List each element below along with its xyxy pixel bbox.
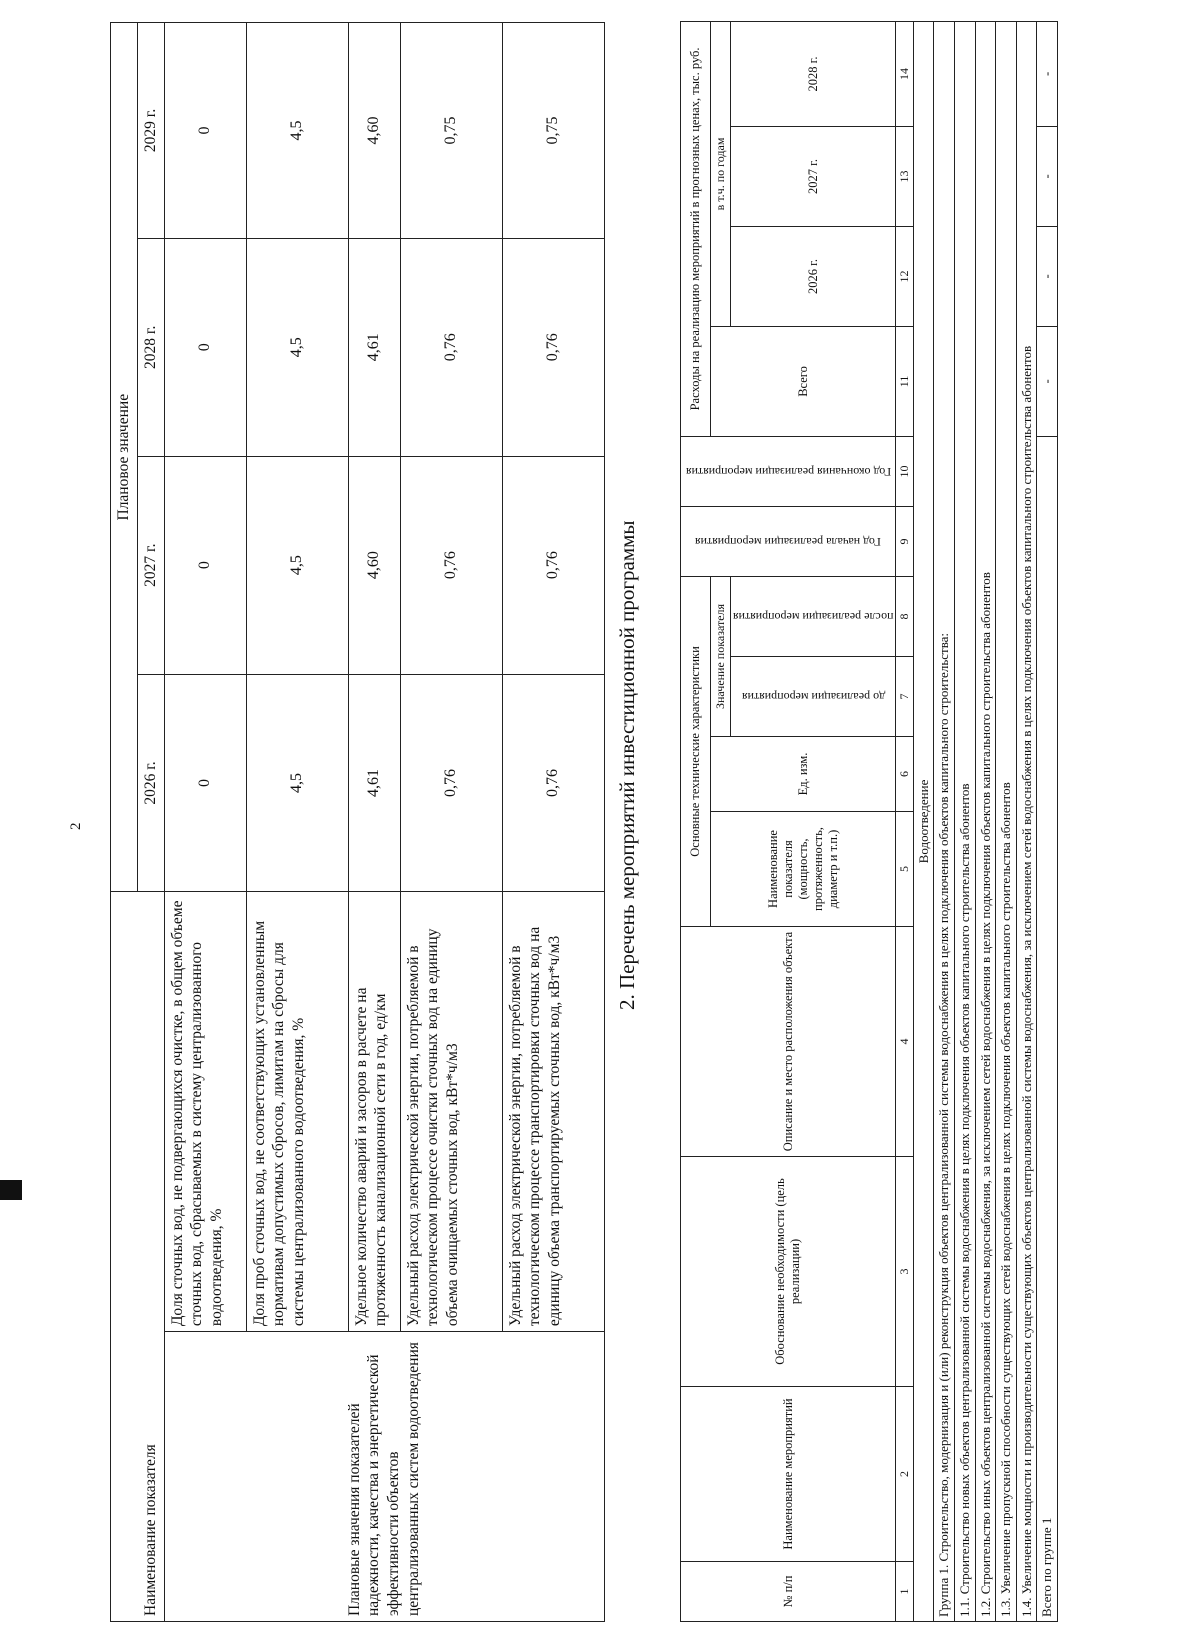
indicator-value: 0,76: [400, 674, 502, 892]
year-2029: 2029 г.: [137, 23, 164, 239]
header-indicator-value: Значение показателя: [711, 576, 731, 736]
indicator-value: 4,5: [246, 674, 348, 892]
indicator-value: 0,75: [400, 23, 502, 239]
investment-measures-table: [680, 21, 1058, 1622]
col-num: 7: [896, 657, 913, 737]
total-group-1-label: Всего по группе 1: [1037, 436, 1058, 1621]
indicator-value: 4,60: [348, 456, 400, 674]
indicator-value: 4,60: [348, 23, 400, 239]
header-after: после реализации мероприятия: [733, 610, 894, 625]
group-row: Группа 1. Строительство, модернизация и (или) реконструкция объектов централизованной системы водоснабжения в целях подключения объектов капитального строительства:: [934, 21, 955, 1621]
indicator-group-label: Плановые значения показателей надежности, качества и энергетической эффективности объектов централизованных систем водоотведения: [164, 1332, 604, 1622]
col-num: 11: [896, 326, 913, 436]
header-costs: Расходы на реализацию мероприятий в прогнозных ценах, тыс. руб.: [681, 21, 711, 436]
header-num: № п/п: [681, 1562, 896, 1622]
section-title: 2. Перечень мероприятий инвестиционной программы: [615, 520, 639, 1010]
header-plan-value: Плановое значение: [111, 23, 138, 892]
group-row: 1.4. Увеличение мощности и производительности существующих объектов централизованной системы водоснабжения, за исключением сетей водоснабжения в целях подключения объектов капитального строительства абонентов: [1016, 21, 1037, 1621]
col-num: 8: [896, 576, 913, 656]
indicator-value: 4,61: [348, 674, 400, 892]
col-num: 6: [896, 737, 913, 812]
col-num: 4: [896, 927, 913, 1157]
indicator-value: 0: [164, 674, 246, 892]
header-year-2028: 2028 г.: [731, 21, 896, 126]
total-value: -: [1037, 126, 1058, 226]
indicators-table: [110, 22, 605, 1622]
col-num: 3: [896, 1157, 913, 1387]
indicator-value: 4,5: [246, 456, 348, 674]
indicator-value: 0,76: [400, 238, 502, 456]
group-row: 1.3. Увеличение пропускной способности существующих сетей водоснабжения в целях подключения объектов капитального строительства абонентов: [996, 21, 1017, 1621]
group-row: 1.2. Строительство иных объектов централизованной системы водоснабжения, за исключением сетей водоснабжения в целях подключения объектов капитального строительства абонентов: [975, 21, 996, 1621]
header-total: Всего: [711, 326, 896, 436]
header-year-2027: 2027 г.: [731, 126, 896, 226]
col-num: 12: [896, 226, 913, 326]
header-indicator-name: Наименование показателя (мощность, протяженность, диаметр и т.п.): [711, 812, 896, 927]
indicator-value: 0,75: [502, 23, 604, 239]
indicator-value: 4,5: [246, 23, 348, 239]
col-num: 2: [896, 1387, 913, 1562]
indicator-value: 0,76: [400, 456, 502, 674]
header-start-year: Год начала реализации мероприятия: [695, 535, 882, 550]
year-2026: 2026 г.: [137, 674, 164, 892]
indicator-value: 0,76: [502, 674, 604, 892]
page-number: 2: [68, 822, 84, 830]
indicator-name: Удельное количество аварий и засоров в расчете на протяженность канализационной сети в год, ед/км: [348, 892, 400, 1332]
indicator-value: 0,76: [502, 456, 604, 674]
indicator-value: 0: [164, 23, 246, 239]
indicator-name: Удельный расход электрической энергии, потребляемой в технологическом процессе транспортировки сточных вод на единицу объема транспортируемых сточных вод, кВт*ч/м3: [502, 892, 604, 1332]
header-description: Описание и место расположения объекта: [681, 927, 896, 1157]
indicator-name: Доля сточных вод, не подвергающихся очистке, в общем объеме сточных вод, сбрасываемых в систему централизованного водоотведения, %: [164, 892, 246, 1332]
indicator-value: 0: [164, 456, 246, 674]
header-tech: Основные технические характеристики: [681, 576, 711, 926]
total-value: -: [1037, 21, 1058, 126]
col-num: 5: [896, 812, 913, 927]
col-num: 13: [896, 126, 913, 226]
scan-mark: [0, 1180, 22, 1200]
indicator-value: 0,76: [502, 238, 604, 456]
indicator-name: Доля проб сточных вод, не соответствующих установленным нормативам допустимых сбросов, лимитам на сбросы для системы централизованного водоотведения, %: [246, 892, 348, 1332]
col-num: 14: [896, 21, 913, 126]
header-indicator-name: Наименование показателя: [111, 892, 165, 1622]
col-num: 10: [896, 436, 913, 506]
col-num: 9: [896, 506, 913, 576]
column-numbers-row: [896, 21, 913, 1621]
col-num: 1: [896, 1562, 913, 1622]
header-measure-name: Наименование мероприятий: [681, 1387, 896, 1562]
header-reason: Обоснование необходимости (цель реализации): [681, 1157, 896, 1387]
header-before: до реализации мероприятия: [741, 690, 885, 705]
year-2027: 2027 г.: [137, 456, 164, 674]
header-end-year: Год окончания реализации мероприятия: [685, 465, 891, 480]
indicator-value: 4,61: [348, 238, 400, 456]
header-year-2026: 2026 г.: [731, 226, 896, 326]
total-value: -: [1037, 226, 1058, 326]
total-value: -: [1037, 326, 1058, 436]
indicator-value: 4,5: [246, 238, 348, 456]
section-water-disposal: Водоотведение: [913, 21, 934, 1621]
group-row: 1.1. Строительство новых объектов централизованной системы водоснабжения в целях подключения объектов капитального строительства абонентов: [955, 21, 976, 1621]
indicator-name: Удельный расход электрической энергии, потребляемой в технологическом процессе очистки сточных вод на единицу объема очищаемых сточных вод, кВт*ч/м3: [400, 892, 502, 1332]
header-by-years: в т.ч. по годам: [711, 21, 731, 326]
header-unit: Ед. изм.: [711, 737, 896, 812]
indicator-value: 0: [164, 238, 246, 456]
year-2028: 2028 г.: [137, 238, 164, 456]
